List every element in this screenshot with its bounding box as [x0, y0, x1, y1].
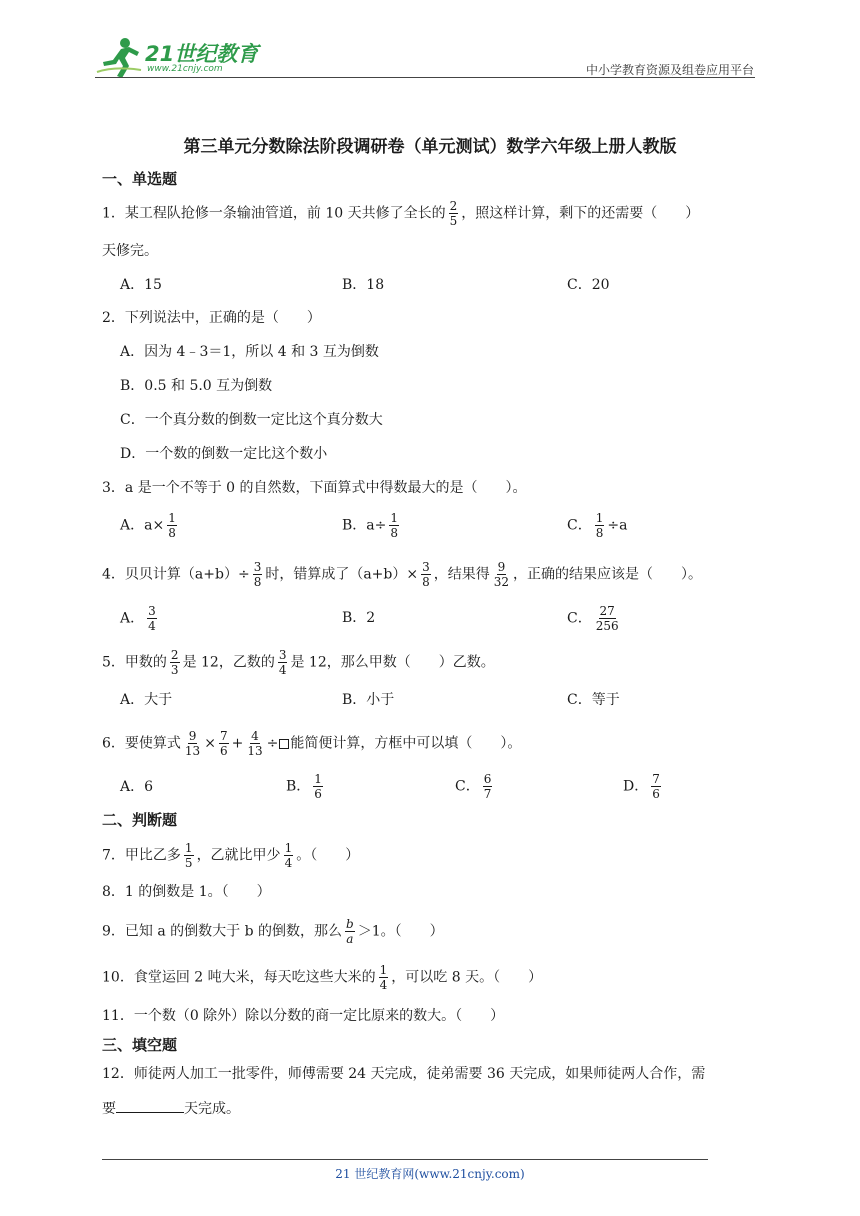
q6-option-c: C． $\frac{6}{7}$ [455, 772, 492, 801]
fraction: $\frac{b}{a}$ [346, 917, 354, 946]
question-11: 11．一个数（0 除外）除以分数的商一定比原来的数大。（ ） [102, 1008, 505, 1024]
question-12: 12．师徒两人加工一批零件，师傅需要 24 天完成，徒弟需要 36 天完成，如果师徒两人合作，需 [102, 1066, 706, 1082]
q2-option-b: B．0.5 和 5.0 互为倒数 [120, 378, 273, 394]
q5-option-b: B．小于 [342, 692, 395, 708]
q6-option-d: D． $\frac{7}{6}$ [623, 772, 660, 801]
question-1: 1．某工程队抢修一条输油管道，前 10 天共修了全长的 $\frac{2}{5}$ ，照这样计算，剩下的还需要（ ） [102, 199, 700, 228]
q4-option-b: B．2 [342, 610, 376, 626]
fraction: $\frac{3}{8}$ [422, 560, 430, 589]
section-heading-true-false: 二、判断题 [102, 811, 178, 829]
question-4: 4．贝贝计算（a+b）÷ $\frac{3}{8}$ 时，错算成了（a+b）× $\frac{3}{8}$ ，结果得 $\frac{9}{32}$ ，正确的结果应该是（ ）。 [102, 560, 703, 589]
header-rule [95, 77, 755, 78]
answer-blank[interactable] [116, 1098, 184, 1113]
fraction: $\frac{27}{256}$ [595, 604, 619, 633]
fraction: $\frac{1}{8}$ [390, 511, 399, 540]
question-5: 5．甲数的 $\frac{2}{3}$ 是 12，乙数的 $\frac{3}{4}$ 是 12，那么甲数（ ）乙数。 [102, 648, 495, 677]
fraction: $\frac{1}{6}$ [314, 772, 322, 801]
q2-option-d: D．一个数的倒数一定比这个数小 [120, 446, 328, 462]
fraction: $\frac{1}{5}$ [184, 841, 193, 870]
question-8: 8．1 的倒数是 1。（ ） [102, 884, 271, 900]
fraction: $\frac{7}{6}$ [219, 729, 228, 758]
question-7: 7．甲比乙多 $\frac{1}{5}$ ，乙就比甲少 $\frac{1}{4}$ 。（ ） [102, 841, 360, 870]
q2-option-a: A．因为 4﹣3＝1，所以 4 和 3 互为倒数 [120, 344, 379, 360]
fraction: $\frac{6}{7}$ [483, 772, 492, 801]
q3-option-a: A．a× $\frac{1}{8}$ [120, 511, 176, 540]
q2-option-c: C．一个真分数的倒数一定比这个真分数大 [120, 412, 383, 428]
fraction: $\frac{9}{32}$ [493, 560, 510, 589]
q6-option-a: A．6 [120, 779, 154, 795]
q3-option-c: C． $\frac{1}{8}$ ÷a [567, 511, 628, 540]
section-heading-single-choice: 一、单选题 [102, 170, 178, 188]
fraction: $\frac{3}{8}$ [253, 560, 262, 589]
q4-option-a: A． $\frac{3}{4}$ [120, 604, 156, 633]
page-title: 第三单元分数除法阶段调研卷（单元测试）数学六年级上册人教版 [183, 137, 677, 157]
fraction: $\frac{2}{5}$ [449, 199, 458, 228]
runner-logo-icon [95, 36, 145, 80]
header-logo [95, 36, 265, 80]
blank-box-icon [279, 739, 289, 749]
question-3: 3．a 是一个不等于 0 的自然数，下面算式中得数最大的是（ ）。 [102, 480, 527, 496]
q1-option-b: B．18 [342, 277, 385, 293]
fraction: $\frac{3}{4}$ [278, 648, 287, 677]
footer-rule [102, 1159, 708, 1160]
question-6: 6．要使算式 $\frac{9}{13}$ × $\frac{7}{6}$ + $\frac{4}{13}$ ÷ 能简便计算，方框中可以填（ ）。 [102, 729, 522, 758]
logo-text: 21世纪教育 [145, 42, 259, 66]
fraction: $\frac{4}{13}$ [247, 729, 263, 758]
fraction: $\frac{2}{3}$ [170, 648, 179, 677]
fraction: $\frac{1}{8}$ [168, 511, 176, 540]
question-12-continued: 要 天完成。 [102, 1098, 240, 1119]
question-2: 2．下列说法中，正确的是（ ） [102, 310, 321, 326]
q5-option-c: C．等于 [567, 692, 620, 708]
fraction: $\frac{7}{6}$ [652, 772, 660, 801]
q1-option-a: A．15 [120, 277, 162, 293]
fraction: $\frac{1}{4}$ [379, 963, 388, 992]
q5-option-a: A．大于 [120, 692, 173, 708]
q3-option-b: B．a÷ $\frac{1}{8}$ [342, 511, 399, 540]
q6-option-b: B． $\frac{1}{6}$ [286, 772, 322, 801]
fraction: $\frac{1}{8}$ [595, 511, 604, 540]
header-right-text: 中小学教育资源及组卷应用平台 [585, 63, 754, 77]
q4-option-c: C． $\frac{27}{256}$ [567, 604, 619, 633]
fraction: $\frac{1}{4}$ [284, 841, 293, 870]
fraction: $\frac{9}{13}$ [184, 729, 201, 758]
footer-text: 21 世纪教育网(www.21cnjy.com) [335, 1167, 525, 1181]
question-10: 10．食堂运回 2 吨大米，每天吃这些大米的 $\frac{1}{4}$ ，可以吃 8 天。（ ） [102, 963, 543, 992]
question-1-continued: 天修完。 [102, 243, 158, 259]
q1-option-c: C．20 [567, 277, 610, 293]
section-heading-fill-in: 三、填空题 [102, 1036, 178, 1054]
fraction: $\frac{3}{4}$ [148, 604, 156, 633]
question-9: 9．已知 a 的倒数大于 b 的倒数，那么 $\frac{b}{a}$ ＞1。（ ） [102, 917, 444, 946]
logo-url: www.21cnjy.com [147, 64, 223, 74]
